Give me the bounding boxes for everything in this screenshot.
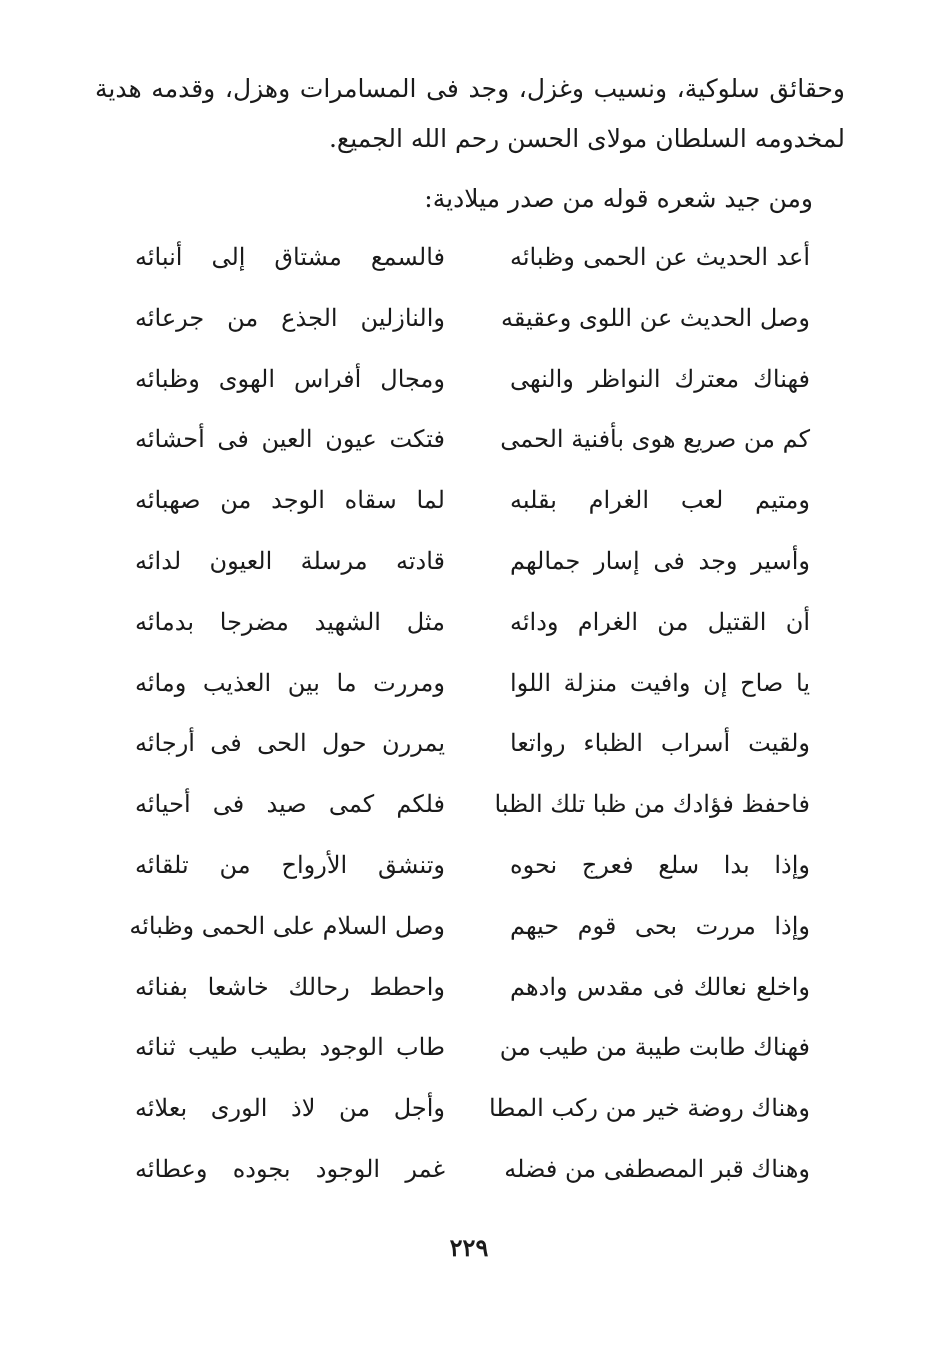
verse-line: [120, 718, 820, 779]
first-hemistich: فهناك معترك النواظر والنهى: [510, 364, 810, 393]
prose-block: [95, 64, 845, 164]
first-hemistich: ولقيت أسراب الظباء رواتعا: [510, 729, 810, 758]
first-hemistich: وإذا بدا سلع فعرج نحوه: [510, 850, 810, 879]
second-hemistich: ومررت ما بين العذيب ومائه: [135, 668, 445, 697]
first-hemistich: فاحفظ فؤادك من ظبا تلك الظبا: [494, 790, 810, 819]
first-hemistich: أن القتيل من الغرام ودائه: [510, 607, 810, 636]
second-hemistich: واحطط رحالك خاشعا بفنائه: [135, 972, 445, 1001]
first-hemistich: وإذا مررت بحى قوم حيهم: [510, 911, 810, 940]
verse-line: [120, 597, 820, 658]
second-hemistich: مثل الشهيد مضرجا بدمائه: [135, 607, 445, 636]
poem-intro: ومن جيد شعره قوله من صدر ميلادية:: [424, 184, 813, 213]
first-hemistich: وصل الحديث عن اللوى وعقيقه: [501, 303, 810, 332]
verse-line: [120, 1144, 820, 1205]
first-hemistich: واخلع نعالك فى مقدس وادهم: [510, 972, 810, 1001]
verse-line: [120, 536, 820, 597]
second-hemistich: وتنشق الأرواح من تلقائه: [135, 850, 445, 879]
first-hemistich: فهناك طابت طيبة من طيب من: [499, 1033, 810, 1062]
verse-line: [120, 232, 820, 293]
verse-line: [120, 840, 820, 901]
second-hemistich: طاب الوجود بطيب طيب ثنائه: [135, 1033, 445, 1062]
verse-line: [120, 354, 820, 415]
second-hemistich: وصل السلام على الحمى وظبائه: [129, 911, 445, 940]
second-hemistich: والنازلين الجذع من جرعائه: [135, 303, 445, 332]
prose-paragraph: وحقائق سلوكية، ونسيب وغزل، وجد فى المسامرات وهزل، وقدمه هدية لمخدومه السلطان مولاى الحسن رحم الله الجميع.: [95, 74, 845, 153]
second-hemistich: يمررن حول الحى فى أرجائه: [135, 729, 445, 758]
verse-line: [120, 962, 820, 1023]
verse-line: [120, 901, 820, 962]
first-hemistich: يا صاح إن وافيت منزلة اللوا: [510, 668, 810, 697]
first-hemistich: وأسير وجد فى إسار جمالهم: [510, 546, 810, 575]
verse-line: [120, 414, 820, 475]
second-hemistich: فالسمع مشتاق إلى أنبائه: [135, 243, 445, 271]
verse-line: [120, 1083, 820, 1144]
page-number: ٢٢٩: [449, 1233, 489, 1262]
second-hemistich: فتكت عيون العين فى أحشائه: [135, 425, 445, 454]
poem: [120, 232, 820, 1205]
second-hemistich: فلكم كمى صيد فى أحيائه: [135, 790, 445, 819]
first-hemistich: وهناك قبر المصطفى من فضله: [504, 1154, 810, 1183]
second-hemistich: قادته مرسلة العيون لدائه: [135, 546, 445, 575]
second-hemistich: غمر الوجود بجوده وعطائه: [135, 1154, 445, 1183]
second-hemistich: ومجال أفراس الهوى وظبائه: [135, 364, 445, 393]
first-hemistich: وهناك روضة خير من ركب المطا: [488, 1094, 810, 1123]
verse-line: [120, 658, 820, 719]
first-hemistich: أعد الحديث عن الحمى وظبائه: [510, 243, 810, 271]
second-hemistich: لما سقاه الوجد من صهبائه: [135, 486, 445, 515]
verse-line: [120, 293, 820, 354]
verse-line: [120, 1022, 820, 1083]
first-hemistich: ومتيم لعب الغرام بقلبه: [510, 486, 810, 515]
verse-line: [120, 475, 820, 536]
second-hemistich: وأجل من لاذ الورى بعلائه: [135, 1094, 445, 1123]
first-hemistich: كم من صريع هوى بأفنية الحمى: [500, 425, 810, 454]
verse-line: [120, 779, 820, 840]
